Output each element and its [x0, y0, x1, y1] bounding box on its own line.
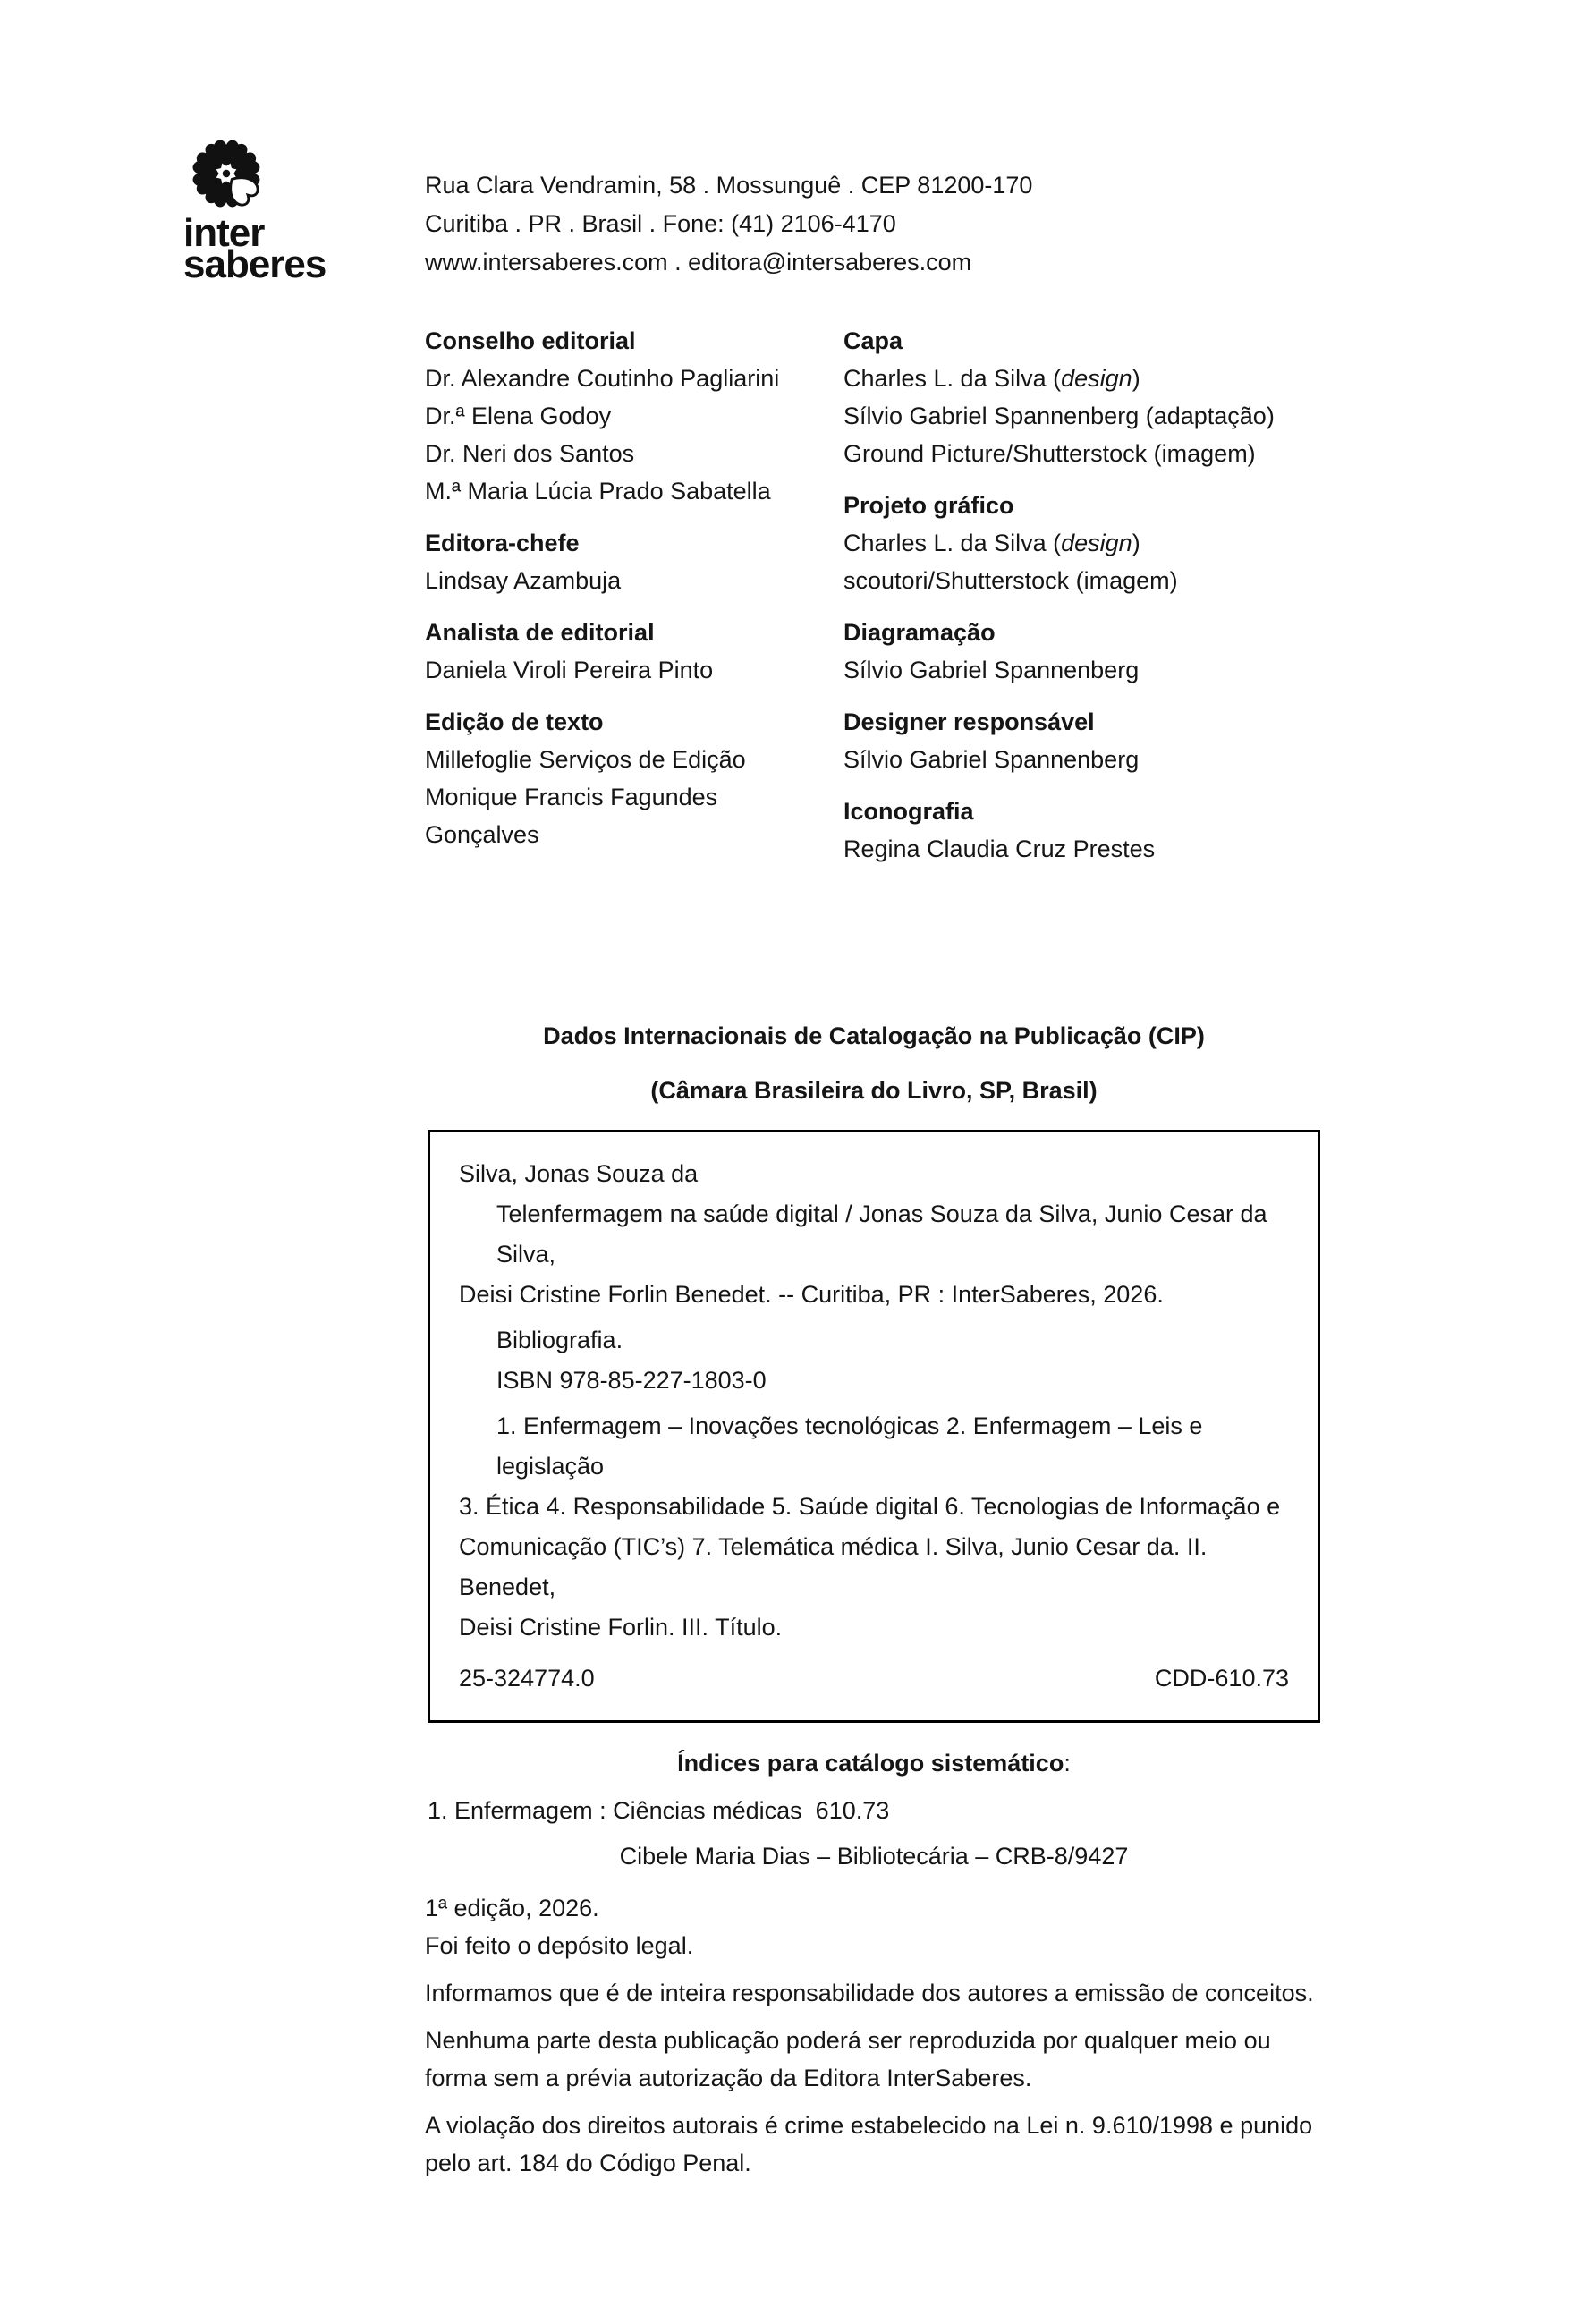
credit-group [843, 793, 1344, 868]
credit-section-label: Iconografia [843, 798, 974, 825]
intersaberes-flower-icon [185, 134, 267, 213]
credit-line-italic: design [1061, 530, 1132, 556]
cip-box-lines [459, 1154, 1289, 1648]
credit-group [843, 322, 1344, 472]
credit-line: scoutori/Shutterstock (imagem) [843, 567, 1178, 594]
credit-section-label: Editora-chefe [425, 530, 580, 556]
address-line: Curitiba . PR . Brasil . Fone: (41) 2106-4170 [425, 210, 896, 237]
credit-line: Monique Francis Fagundes Gonçalves [425, 784, 718, 848]
credit-section-label: Analista de editorial [425, 619, 655, 646]
cip-box-line: 1. Enfermagem – Inovações tecnológicas 2. Enfermagem – Leis e legislação [496, 1412, 1203, 1480]
credit-line: Millefoglie Serviços de Edição [425, 746, 746, 773]
cip-box-line: Bibliografia. [496, 1327, 623, 1353]
cip-box-line: ISBN 978-85-227-1803-0 [496, 1367, 767, 1394]
indices-item: 1. Enfermagem : Ciências médicas 610.73 [428, 1797, 890, 1824]
credit-section-label: Capa [843, 327, 903, 354]
publisher-logo [183, 134, 326, 286]
logo-wordmark-line2: saberes [183, 242, 326, 286]
credit-group [843, 487, 1344, 599]
cip-box-line: Silva, Jonas Souza da [459, 1160, 699, 1187]
credit-line: Dr. Alexandre Coutinho Pagliarini [425, 365, 780, 392]
credit-line: Sílvio Gabriel Spannenberg [843, 657, 1140, 683]
cip-cdd-number: CDD-610.73 [1154, 1665, 1289, 1692]
legal-paragraph [425, 2022, 1400, 2097]
legal-section [425, 1889, 1400, 2192]
credit-group [843, 614, 1344, 689]
credit-section-label: Diagramação [843, 619, 996, 646]
indices-heading [428, 1750, 1320, 1777]
cip-box-line: Deisi Cristine Forlin. III. Título. [459, 1614, 783, 1641]
credit-section-label: Edição de texto [425, 708, 604, 735]
credits-left-column [425, 322, 836, 868]
credit-line-text: Charles L. da Silva ( [843, 530, 1062, 556]
credit-group [425, 614, 836, 689]
legal-line: Informamos que é de inteira responsabilidade dos autores a emissão de conceitos. [425, 1980, 1314, 2006]
librarian-credit: Cibele Maria Dias – Bibliotecária – CRB-8/9427 [619, 1843, 1129, 1870]
legal-paragraph [425, 2107, 1400, 2182]
credit-line-text: ) [1132, 365, 1140, 392]
indices-heading-colon: : [1064, 1750, 1071, 1777]
publisher-address [425, 166, 1032, 282]
legal-line: forma sem a prévia autorização da Editora InterSaberes. [425, 2065, 1032, 2091]
cip-catalog-box [428, 1130, 1320, 1723]
address-line: www.intersaberes.com . editora@intersaberes.com [425, 249, 972, 276]
credit-line-text: ) [1132, 530, 1140, 556]
credit-line: Dr. Neri dos Santos [425, 440, 635, 467]
legal-paragraph [425, 1889, 1400, 1964]
legal-line: A violação dos direitos autorais é crime estabelecido na Lei n. 9.610/1998 e punido [425, 2112, 1313, 2139]
credit-line: Dr.ª Elena Godoy [425, 403, 612, 429]
credit-line-text: Charles L. da Silva ( [843, 365, 1062, 392]
cip-box-footer [459, 1658, 1289, 1699]
credit-line-italic: design [1061, 365, 1132, 392]
credit-group [425, 703, 836, 853]
credit-group [843, 703, 1344, 778]
legal-paragraph [425, 1974, 1400, 2012]
credit-line: Lindsay Azambuja [425, 567, 622, 594]
credit-line: Sílvio Gabriel Spannenberg [843, 746, 1140, 773]
cip-heading-line2: (Câmara Brasileira do Livro, SP, Brasil) [650, 1077, 1098, 1104]
legal-line: 1ª edição, 2026. [425, 1895, 599, 1921]
cip-heading-line1: Dados Internacionais de Catalogação na Publicação (CIP) [543, 1022, 1205, 1049]
logo-wordmark-line1: inter [183, 211, 265, 255]
credit-line: Sílvio Gabriel Spannenberg (adaptação) [843, 403, 1275, 429]
credit-group [425, 524, 836, 599]
credit-line: Ground Picture/Shutterstock (imagem) [843, 440, 1256, 467]
cip-box-line: Deisi Cristine Forlin Benedet. -- Curitiba, PR : InterSaberes, 2026. [459, 1281, 1164, 1308]
address-line: Rua Clara Vendramin, 58 . Mossunguê . CEP 81200-170 [425, 172, 1033, 199]
credit-section-label: Designer responsável [843, 708, 1095, 735]
legal-line: Foi feito o depósito legal. [425, 1932, 694, 1959]
credit-line [843, 524, 1344, 562]
credit-section-label: Conselho editorial [425, 327, 636, 354]
cip-box-line: 3. Ética 4. Responsabilidade 5. Saúde digital 6. Tecnologias de Informação e [459, 1493, 1281, 1520]
logo-wordmark [183, 211, 326, 286]
legal-line: Nenhuma parte desta publicação poderá ser reproduzida por qualquer meio ou [425, 2027, 1271, 2054]
cip-record-number: 25-324774.0 [459, 1665, 595, 1692]
credit-section-label: Projeto gráfico [843, 492, 1014, 519]
credit-line [843, 360, 1344, 397]
cip-box-line: Comunicação (TIC’s) 7. Telemática médica I. Silva, Junio Cesar da. II. Benedet, [459, 1533, 1208, 1600]
legal-line: pelo art. 184 do Código Penal. [425, 2150, 751, 2176]
credit-line: Regina Claudia Cruz Prestes [843, 835, 1156, 862]
credit-group [425, 322, 836, 510]
cip-box-line: Telenfermagem na saúde digital / Jonas Souza da Silva, Junio Cesar da Silva, [496, 1200, 1267, 1268]
credits-right-column [843, 322, 1344, 882]
credit-line: Daniela Viroli Pereira Pinto [425, 657, 714, 683]
cip-section [428, 1022, 1320, 1870]
credit-line: M.ª Maria Lúcia Prado Sabatella [425, 478, 771, 505]
indices-heading-text: Índices para catálogo sistemático [677, 1750, 1064, 1777]
